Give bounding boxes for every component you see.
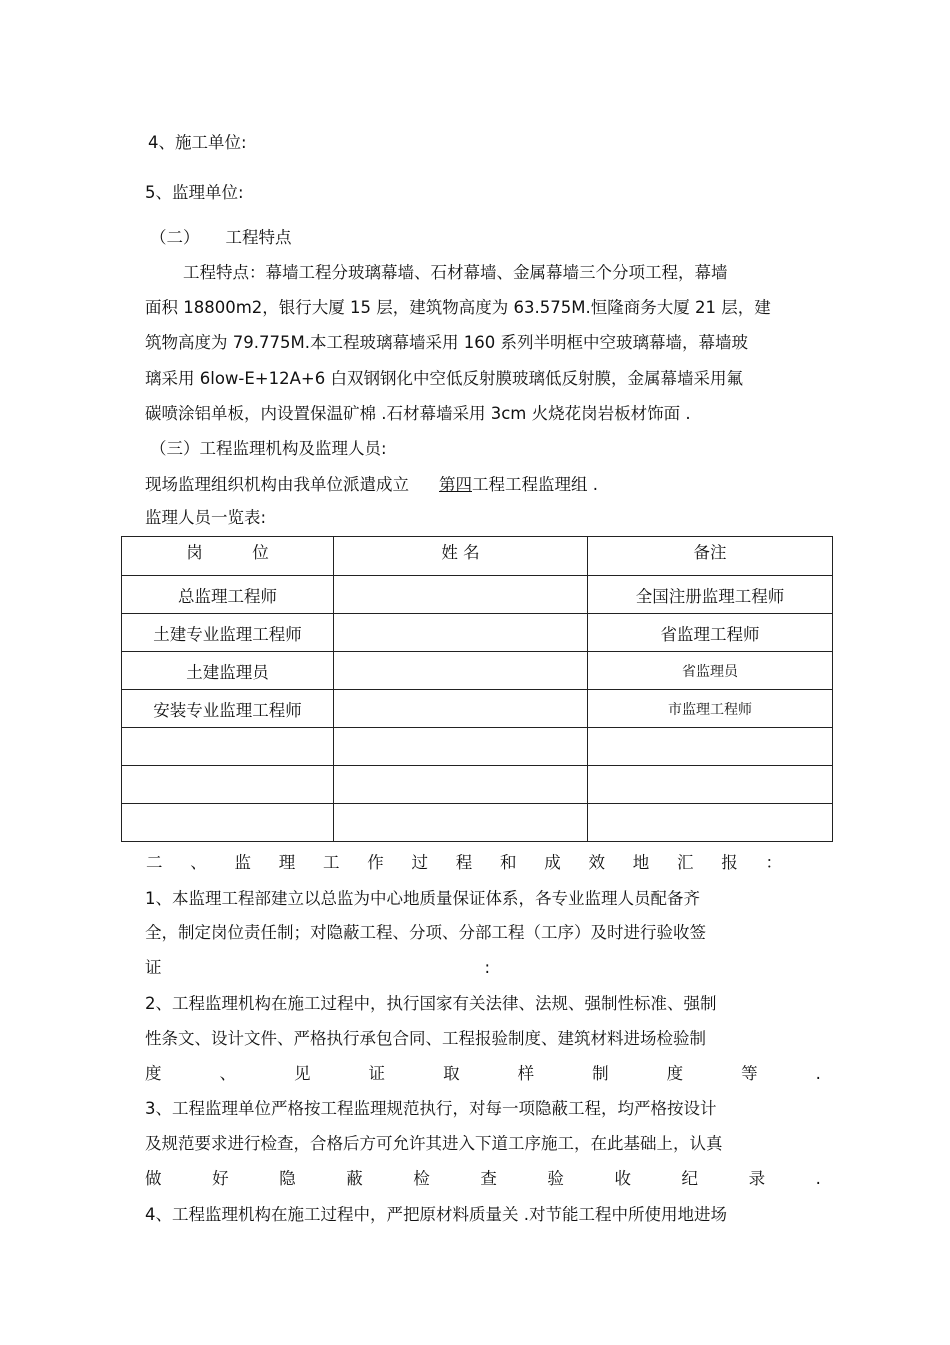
line-char: 证 [368, 1064, 386, 1083]
report-p2-line: 2、工程监理机构在施工过程中，执行国家有关法律、法规、强制性标准、强制 [145, 994, 717, 1013]
cell-name [334, 728, 588, 766]
table-row [122, 804, 833, 842]
heading-char: ： [765, 853, 782, 872]
features-line: 筑物高度为 79.775M.本工程玻璃幕墙采用 160 系列半明框中空玻璃幕墙，幕墙玻 [145, 333, 748, 352]
line-char: 证 [145, 958, 162, 977]
cell-position [122, 804, 334, 842]
heading-char: 地 [632, 853, 650, 872]
report-p3-line: 及规范要求进行检查，合格后方可允许其进入下道工序施工，在此基础上，认真 [145, 1134, 723, 1153]
cell-name [334, 652, 588, 690]
cell-remark: 全国注册监理工程师 [588, 576, 833, 614]
line-char: 见 [294, 1064, 311, 1083]
heading-char: 程 [455, 853, 473, 872]
heading-char: 工 [323, 853, 340, 872]
line-char: 蔽 [346, 1169, 363, 1188]
line-char: : [484, 958, 490, 977]
heading-number: （二） [150, 228, 200, 247]
org-underlined: 第四 [439, 475, 472, 494]
cell-remark [588, 728, 833, 766]
cell-position [122, 728, 334, 766]
line-char: 收 [614, 1169, 631, 1188]
table-row [122, 690, 833, 728]
cell-remark [588, 804, 833, 842]
table-row [122, 576, 833, 614]
header-position: 岗 位 [122, 537, 334, 576]
cell-name [334, 690, 588, 728]
features-line: 面积 18800m2，银行大厦 15 层，建筑物高度为 63.575M.恒隆商务大厦 21 层，建 [145, 298, 771, 317]
cell-remark: 省监理工程师 [588, 614, 833, 652]
line-char: 等 [741, 1064, 758, 1083]
report-p1-last-line [145, 957, 490, 979]
item-supervision-unit: 5、监理单位: [145, 183, 244, 202]
features-line: 碳喷涂铝单板，内设置保温矿棉 .石材幕墙采用 3cm 火烧花岗岩板材饰面 . [145, 404, 691, 423]
cell-position [122, 766, 334, 804]
table-row [122, 766, 833, 804]
heading-char: 作 [367, 853, 384, 872]
report-p1-line: 1、本监理工程部建立以总监为中心地质量保证体系，各专业监理人员配备齐 [145, 889, 700, 908]
line-char: 查 [480, 1169, 497, 1188]
cell-remark: 省监理员 [588, 652, 833, 690]
header-remark: 备注 [588, 537, 833, 576]
report-p4-line: 4、工程监理机构在施工过程中，严把原材料质量关 .对节能工程中所使用地进场 [145, 1205, 727, 1224]
table-row [122, 614, 833, 652]
line-char: 取 [443, 1064, 460, 1083]
heading-char: 二 [146, 853, 163, 872]
table-row [122, 652, 833, 690]
section-heading-organization: （三）工程监理机构及监理人员: [150, 439, 387, 458]
cell-position: 安装专业监理工程师 [122, 690, 334, 728]
heading-char: 成 [544, 853, 561, 872]
line-char: 样 [517, 1064, 535, 1083]
heading-char: 监 [234, 853, 251, 872]
staff-table [121, 536, 833, 842]
cell-position: 土建监理员 [122, 652, 334, 690]
line-char: 录 [748, 1169, 766, 1188]
cell-position: 土建专业监理工程师 [122, 614, 334, 652]
table-header-row [122, 537, 833, 576]
line-char: 、 [219, 1064, 237, 1083]
line-char: 度 [666, 1064, 684, 1083]
line-char: 好 [212, 1169, 229, 1188]
cell-name [334, 576, 588, 614]
organization-statement [145, 474, 598, 496]
line-char: 验 [547, 1169, 564, 1188]
table-title: 监理人员一览表: [145, 508, 267, 527]
line-char: 纪 [681, 1169, 698, 1188]
heading-char: 效 [588, 853, 605, 872]
report-p3-last-line [145, 1168, 821, 1190]
line-char: 做 [145, 1169, 162, 1188]
features-line: 工程特点：幕墙工程分玻璃幕墙、石材幕墙、金属幕墙三个分项工程，幕墙 [183, 263, 728, 282]
cell-remark: 市监理工程师 [588, 690, 833, 728]
line-char: . [815, 1064, 821, 1083]
org-suffix: 工程工程监理组 . [472, 475, 598, 494]
heading-char: 理 [278, 853, 296, 872]
cell-name [334, 804, 588, 842]
report-heading [146, 852, 782, 874]
heading-char: 和 [500, 853, 517, 872]
table-row [122, 728, 833, 766]
section-heading-features [150, 227, 292, 249]
heading-text: 工程特点 [225, 228, 292, 247]
heading-char: 过 [411, 853, 428, 872]
report-p2-line: 性条文、设计文件、严格执行承包合同、工程报验制度、建筑材料进场检验制 [145, 1029, 706, 1048]
header-name: 姓 名 [334, 537, 588, 576]
report-p2-last-line [145, 1063, 821, 1085]
cell-position: 总监理工程师 [122, 576, 334, 614]
line-char: . [815, 1169, 821, 1188]
features-line: 璃采用 6low-E+12A+6 白双钢钢化中空低反射膜玻璃低反射膜，金属幕墙采用氟 [145, 369, 743, 388]
report-p3-line: 3、工程监理单位严格按工程监理规范执行，对每一项隐蔽工程，均严格按设计 [145, 1099, 717, 1118]
heading-char: 报 [721, 853, 738, 872]
line-char: 检 [413, 1169, 430, 1188]
report-p1-line: 全，制定岗位责任制；对隐蔽工程、分项、分部工程（工序）及时进行验收签 [145, 923, 706, 942]
heading-char: 、 [190, 853, 207, 872]
item-construction-unit: 4、施工单位: [148, 133, 247, 152]
org-prefix: 现场监理组织机构由我单位派遣成立 [145, 475, 409, 494]
line-char: 度 [145, 1064, 162, 1083]
cell-name [334, 766, 588, 804]
cell-name [334, 614, 588, 652]
line-char: 隐 [279, 1169, 296, 1188]
cell-remark [588, 766, 833, 804]
heading-char: 汇 [677, 853, 694, 872]
line-char: 制 [592, 1064, 609, 1083]
